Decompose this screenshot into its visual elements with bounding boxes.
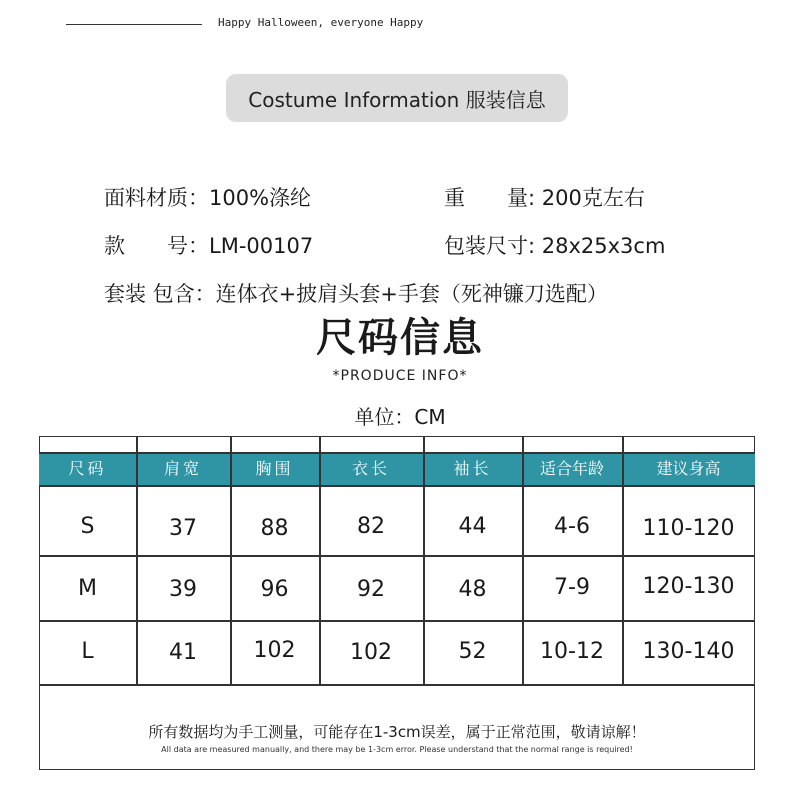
size-subtitle: *PRODUCE INFO* xyxy=(332,368,468,384)
banner-text: Happy Halloween, everyone Happy xyxy=(218,16,424,29)
table-cell: 102 xyxy=(253,638,296,663)
size-title: 尺码信息 xyxy=(316,315,484,361)
header-age: 适合年龄 xyxy=(539,459,604,478)
table-cell: 4-6 xyxy=(554,514,590,539)
table-cell: 52 xyxy=(458,639,487,664)
table-cell: 96 xyxy=(260,577,289,602)
table-cell: 120-130 xyxy=(642,574,735,599)
table-cell: 39 xyxy=(169,577,197,602)
table-rule xyxy=(39,485,755,487)
header-shoulder: 肩宽 xyxy=(163,459,202,478)
table-rule xyxy=(39,620,755,622)
header-height: 建议身高 xyxy=(656,459,721,478)
table-rule xyxy=(39,452,755,454)
set-contents-info: 套装 包含：连体衣+披肩头套+手套（死神镰刀选配） xyxy=(104,282,608,306)
table-cell: 88 xyxy=(260,516,289,541)
weight-info: 重 量: 200克左右 xyxy=(444,186,645,210)
table-cell: 130-140 xyxy=(642,639,735,664)
table-cell: S xyxy=(80,514,95,539)
table-rule xyxy=(39,684,755,686)
unit-label: 单位：CM xyxy=(354,405,446,429)
model-info xyxy=(104,230,313,260)
table-cell: 82 xyxy=(357,514,385,539)
section-title: Costume Information 服装信息 xyxy=(248,87,546,112)
table-cell: 37 xyxy=(169,516,197,541)
model-value: LM-00107 xyxy=(209,234,314,258)
table-cell: 44 xyxy=(458,514,487,539)
material-info: 面料材质：100%涤纶 xyxy=(104,186,312,210)
table-cell: L xyxy=(81,639,94,664)
header-length: 衣长 xyxy=(351,459,390,478)
table-cell: 92 xyxy=(357,577,385,602)
package-size-info: 包装尺寸: 28x25x3cm xyxy=(444,234,666,258)
table-cell: 41 xyxy=(169,640,197,665)
table-cell: 102 xyxy=(350,640,392,665)
banner-rule xyxy=(66,24,202,25)
model-label: 款 号： xyxy=(104,234,209,258)
table-cell: 110-120 xyxy=(642,516,735,541)
table-cell: 7-9 xyxy=(554,575,590,600)
header-size: 尺码 xyxy=(68,459,107,478)
measurement-note-cn: 所有数据均为手工测量，可能存在1-3cm误差，属于正常范围，敬请谅解！ xyxy=(148,723,646,741)
table-cell: 10-12 xyxy=(540,639,604,664)
header-sleeve: 袖长 xyxy=(453,459,492,478)
table-cell: M xyxy=(78,576,97,601)
measurement-note-en: All data are measured manually, and there may be 1-3cm error. Please understand that the normal range is required! xyxy=(161,745,633,754)
section-title-pill xyxy=(226,74,568,122)
table-rule xyxy=(39,555,755,557)
table-cell: 48 xyxy=(458,577,487,602)
header-chest: 胸围 xyxy=(255,459,294,478)
